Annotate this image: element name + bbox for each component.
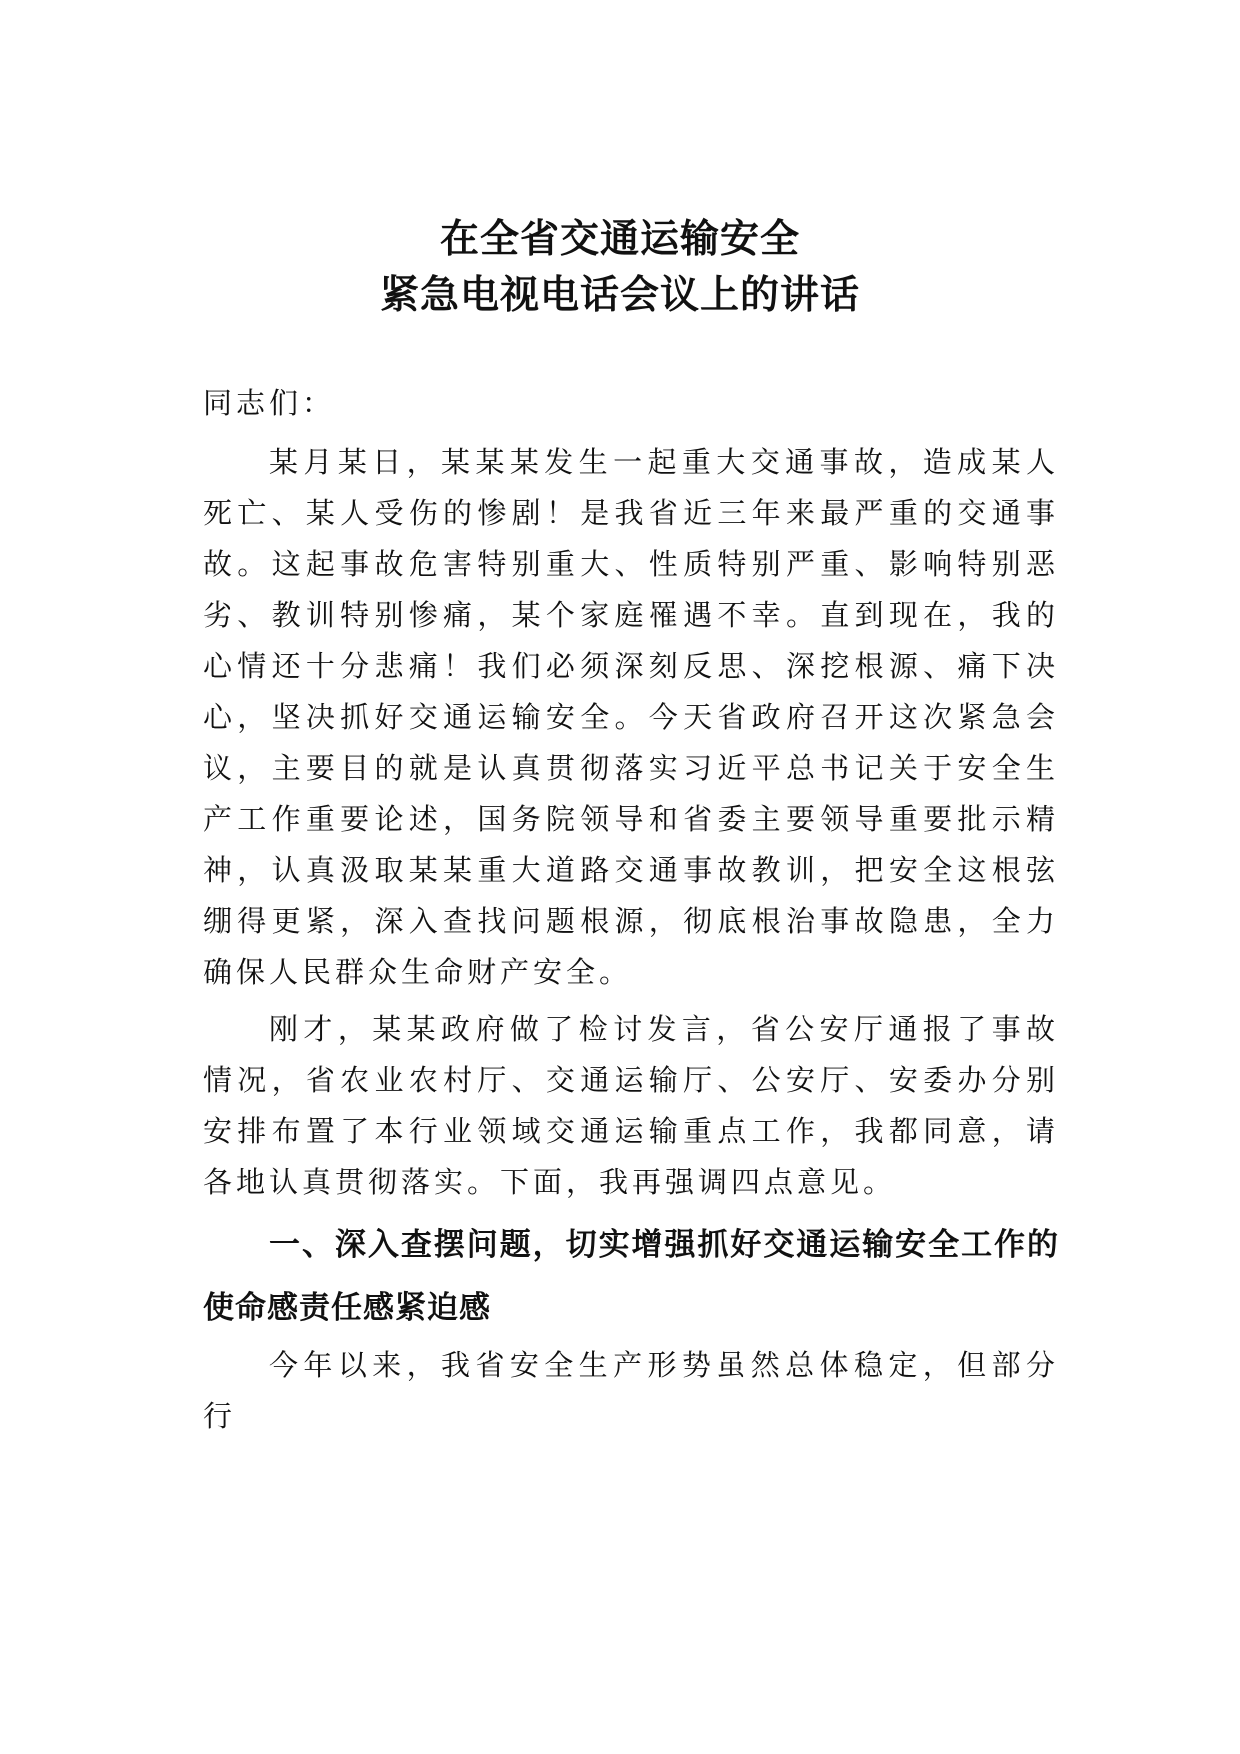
salutation: 同志们：: [203, 386, 336, 420]
paragraph-3: 今年以来，我省安全生产形势虽然总体稳定，但部分行: [203, 1348, 1059, 1433]
title-line-2: 紧急电视电话会议上的讲话: [379, 273, 860, 318]
title-line-1: 在全省交通运输安全: [439, 217, 800, 262]
paragraph-2: 刚才，某某政府做了检讨发言，省公安厅通报了事故情况，省农业农村厅、交通运输厅、公安厅、安委办分别安排布置了本行业领域交通运输重点工作，我都同意，请各地认真贯彻落实。下面，我再强调四点意见。: [203, 1012, 1059, 1199]
document-body: [203, 378, 1059, 1448]
document-title: [0, 212, 1240, 324]
section-heading-1: 一、深入查摆问题，切实增强抓好交通运输安全工作的使命感责任感紧迫感: [203, 1227, 1059, 1326]
paragraph-1: 某月某日，某某某发生一起重大交通事故，造成某人死亡、某人受伤的惨剧！是我省近三年来最严重的交通事故。这起事故危害特别重大、性质特别严重、影响特别恶劣、教训特别惨痛，某个家庭罹遇不幸。直到现在，我的心情还十分悲痛！我们必须深刻反思、深挖根源、痛下决心，坚决抓好交通运输安全。今天省政府召开这次紧急会议，主要目的就是认真贯彻落实习近平总书记关于安全生产工作重要论述，国务院领导和省委主要领导重要批示精神，认真汲取某某重大道路交通事故教训，把安全这根弦绷得更紧，深入查找问题根源，彻底根治事故隐患，全力确保人民群众生命财产安全。: [203, 445, 1059, 989]
